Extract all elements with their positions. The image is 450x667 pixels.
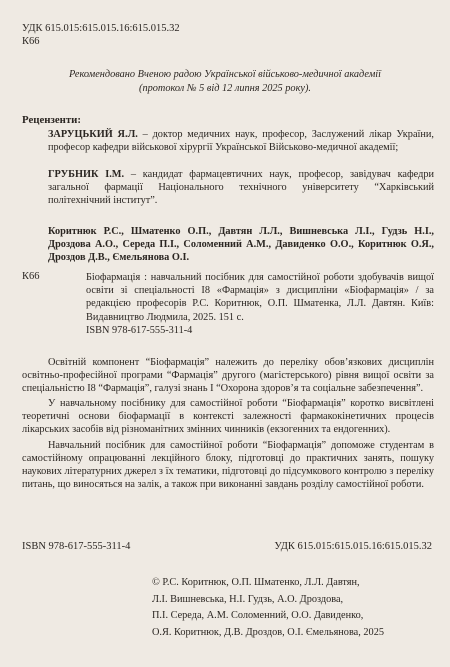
abstract-paragraph: Навчальний посібник для самостійної роботи “Біофармація” допоможе студентам в самостійному опрацюванні лекційного блоку, підготовці до практичних занять, пошуку наукових літературних джерел з їх тематики, підготовці до підсумкового контролю з переліку питань, що виносяться на залік, а також при виконанні завдань розділу самостійної роботи. <box>22 439 434 490</box>
copyright-line: О.Я. Коритнюк, Д.В. Дроздов, О.І. Ємельянова, 2025 <box>152 626 384 638</box>
reviewer-entry <box>22 168 434 208</box>
reviewer-description: – доктор медичних наук, професор, Заслужений лікар України, професор кафедри військової хірургії Української Військово-медичної академії; <box>48 129 434 154</box>
udk-code: УДК 615.015:615.015.16:615.015.32 <box>22 23 180 34</box>
reviewer-description: – кандидат фармацевтичних наук, професор, завідувач кафедри загальної фармації Національного технічного університету “Харківський політехнічний інститут”. <box>48 169 434 207</box>
reviewer-name: ГРУБНИК І.М. <box>48 169 125 180</box>
footer-udk: УДК 615.015:615.015.16:615.015.32 <box>274 541 432 552</box>
reviewer-entry <box>22 128 434 154</box>
bibliographic-record <box>86 271 434 337</box>
authors-list: Коритнюк Р.С., Шматенко О.П., Давтян Л.Л., Вишневська Л.І., Гудзь Н.І., Дроздова А.О., Середа П.І., Соломенний А.М., Давиденко О.О., Коритнюк О.Я., Дроздов Д.В., Ємельянова О.І. <box>48 226 434 264</box>
recommendation-line-2: (протокол № 5 від 12 липня 2025 року). <box>139 83 311 94</box>
recommendation-note <box>30 68 420 96</box>
bibliography-code: К66 <box>22 271 40 282</box>
reviewers-heading: Рецензенти: <box>22 114 81 126</box>
copyright-line: © Р.С. Коритнюк, О.П. Шматенко, Л.Л. Давтян, <box>152 577 360 588</box>
copyright-line: П.І. Середа, А.М. Соломенний, О.О. Давиденко, <box>152 610 364 621</box>
abstract <box>22 356 434 493</box>
copyright-notice <box>152 575 434 641</box>
copyright-line: Л.І. Вишневська, Н.І. Гудзь, А.О. Дроздова, <box>152 593 344 605</box>
footer-codes <box>22 541 432 552</box>
k-code: К66 <box>22 36 40 47</box>
udk-block <box>22 22 180 48</box>
abstract-paragraph: У навчальному посібнику для самостійної роботи “Біофармація” коротко висвітлені теоретичні основи біофармації в контексті залежності фармакокінетичних процесів лікарських засобів від різноманітних змінних чинників (екзогенних та ендогенних). <box>22 398 434 436</box>
abstract-paragraph: Освітній компонент “Біофармація” належить до переліку обов’язкових дисциплін освітньо-професійної програми “Фармація” другого (магістерського) рівня вищої освіти за спеціальністю I8 “Фармація”, галузі знань I “Охорона здоров’я та соціальне забезпечення”. <box>22 357 434 395</box>
footer-isbn: ISBN 978-617-555-311-4 <box>22 541 131 552</box>
reviewer-name: ЗАРУЦЬКИЙ Я.Л. <box>48 129 138 140</box>
recommendation-line-1: Рекомендовано Вченою радою Української військово-медичної академії <box>68 69 381 80</box>
bibliography-text: Біофармація : навчальний посібник для самостійної роботи здобувачів вищої освіти зі спеціальності I8 «Фармація» з дисципліни «Біофармація» / за редакцією професорів Р.С. Коритнюк, О.П. Шматенка, Л.Л. Давтян. Київ: Видавництво Людмила, 2025. 151 с. <box>86 272 434 323</box>
bibliography-isbn: ISBN 978-617-555-311-4 <box>86 324 193 336</box>
